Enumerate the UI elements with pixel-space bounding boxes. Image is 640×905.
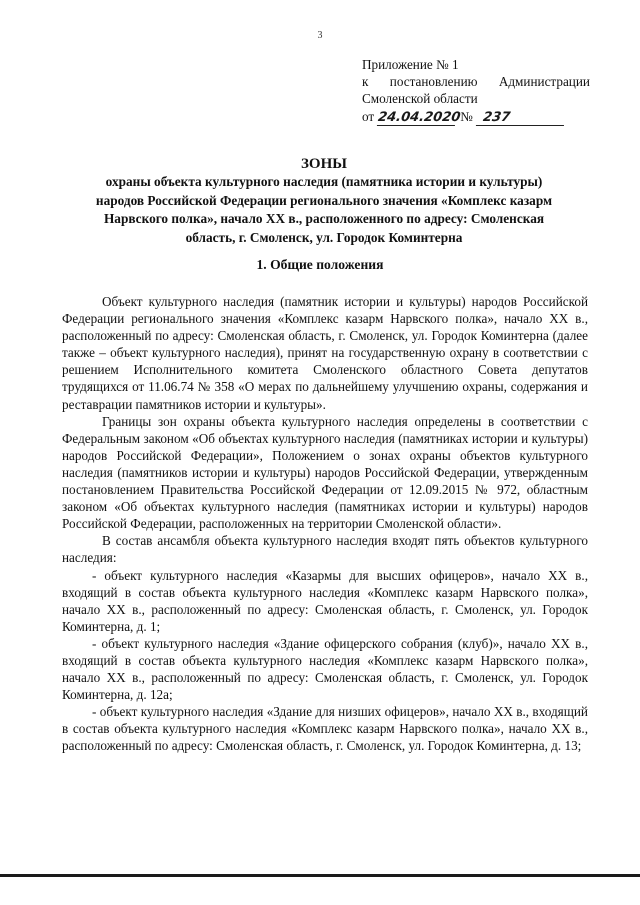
list-item: - объект культурного наследия «Казармы для высших офицеров», начало XX в., входящий в состав объекта культурного наследия «Комплекс казарм Нарвского полка», начало XX в., расположенный по адресу: Смоленская область, г. Смоленск, ул. Городок Коминтерна, д. 1;	[62, 567, 588, 634]
appendix-header	[362, 56, 590, 126]
page-number: 3	[317, 30, 323, 41]
subtitle-line: Нарвского полка», начало XX в., расположенного по адресу: Смоленская	[103, 211, 545, 226]
title-heading: ЗОНЫ	[301, 156, 347, 172]
title-subtitle	[60, 173, 588, 247]
appendix-word-decree: постановлению	[389, 74, 478, 89]
body-paragraph: Границы зон охраны объекта культурного наследия определены в соответствии с Федеральным законом «Об объектах культурного наследия (памятниках истории и культуры) народов Российской Федерации», Положением о зонах охраны объектов культурного наследия (памятников истории и культуры) народов Российской Федерации, утвержденным постановлением Правительства Российской Федерации от 12.09.2015 № 972, областным законом «Об объектах культурного наследия (памятниках истории и культуры) народов Российской Федерации, расположенных на территории Смоленской области».	[62, 413, 588, 532]
appendix-date-number-line	[362, 108, 590, 126]
section-heading: 1. Общие положения	[256, 257, 384, 272]
date-prefix: от	[362, 109, 375, 124]
subtitle-line: область, г. Смоленск, ул. Городок Коминтерна	[185, 229, 463, 245]
appendix-region: Смоленской области	[362, 91, 478, 106]
number-sign: №	[460, 109, 473, 124]
appendix-title: Приложение № 1	[362, 57, 459, 72]
handwritten-date: 24.04.2020	[377, 110, 462, 125]
appendix-preposition: к	[362, 74, 369, 89]
handwritten-number: 237	[476, 110, 566, 126]
section-body	[62, 293, 588, 755]
subtitle-line: охраны объекта культурного наследия (памятника истории и культуры)	[105, 174, 543, 189]
list-item: - объект культурного наследия «Здание для низших офицеров», начало XX в., входящий в состав объекта культурного наследия «Комплекс казарм Нарвского полка», начало XX в., расположенный по адресу: Смоленская область, г. Смоленск, ул. Городок Коминтерна, д. 13;	[62, 704, 588, 754]
page-bottom-border	[0, 874, 640, 877]
body-paragraph: Объект культурного наследия (памятник истории и культуры) народов Российской Федерации регионального значения «Комплекс казарм Нарвского полка», начало XX в., расположенный по адресу: Смоленская область, г. Смоленск, ул. Городок Коминтерна (далее также – объект культурного наследия), принят на государственную охрану в соответствии с решением Исполнительного комитета Смоленского областного Совета депутатов трудящихся от 11.06.74 № 358 «О мерах по дальнейшему улучшению охраны, содержания и реставрации памятников истории и культуры».	[62, 294, 588, 412]
appendix-decree-line	[362, 73, 590, 90]
subtitle-line: народов Российской Федерации регионального значения «Комплекс казарм	[95, 192, 553, 208]
appendix-word-administration: Администрации	[498, 74, 590, 89]
document-title	[60, 155, 588, 247]
list-item: - объект культурного наследия «Здание офицерского собрания (клуб)», начало XX в., входящий в состав объекта культурного наследия «Комплекс казарм Нарвского полка», начало XX в., расположенный по адресу: Смоленская область, г. Смоленск, ул. Городок Коминтерна, д. 12а;	[62, 635, 588, 703]
body-paragraph: В состав ансамбля объекта культурного наследия входят пять объектов культурного наследия:	[62, 533, 588, 566]
